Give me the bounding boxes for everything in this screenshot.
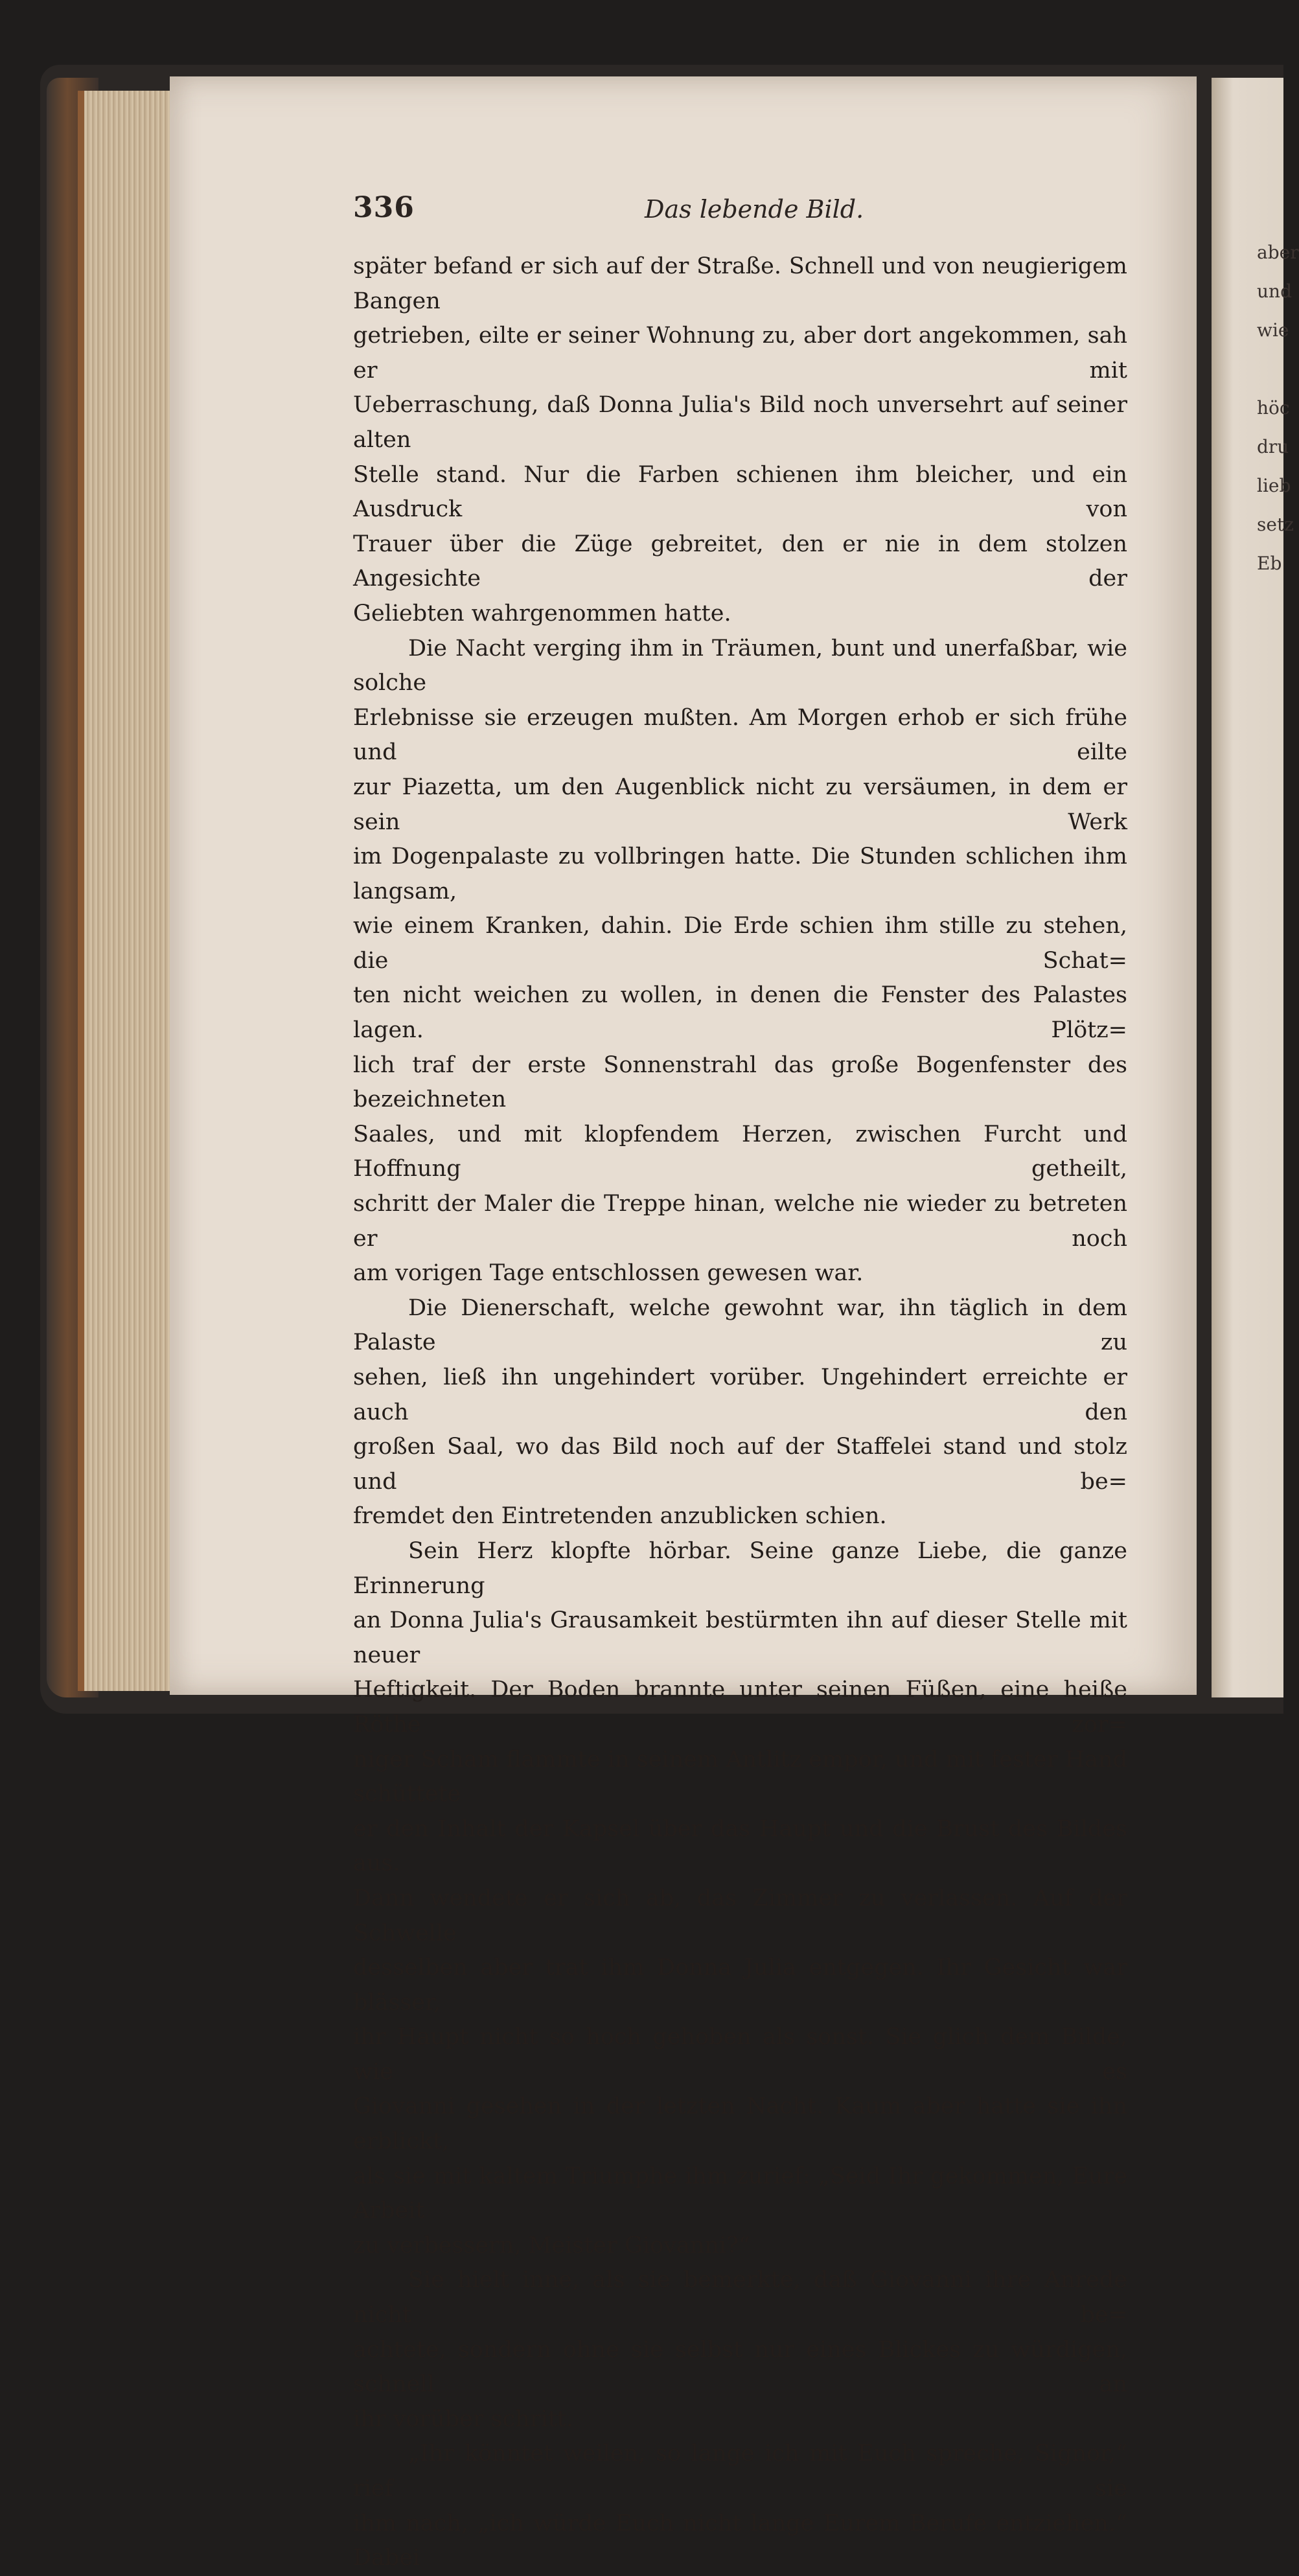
text-line: Sie hielt inne, als sie bemerkte, daß Giovanni ihre Anrede nicht be= <box>353 2267 1127 2329</box>
facing-page-fragment: höc <box>1257 397 1290 419</box>
text-line: als sie mit kaltem Triumphe ihm zurief: „Seid Ihr gekommen, Eure Arbeit <box>353 2163 1127 2224</box>
text-line: an Donna Julia's Grausamkeit bestürmten ihn auf dieser Stelle mit neuer <box>353 1607 1127 1668</box>
text-line: im Dogenpalaste zu vollbringen hatte. Die Stunden schlichen ihm langsam, <box>353 844 1127 904</box>
text-line: Die Nacht verging ihm in Träumen, bunt und unerfaßbar, wie solche <box>353 635 1127 696</box>
text-line: Giovanni gesehen in der letzten Nacht. Kaum aber hatte sie ihn erblickt, <box>353 2093 1127 2155</box>
text-line: ihm nach, „ich würde Euch nicht lange Eurem Berufe entziehen.“ Dabei <box>353 2510 1127 2571</box>
text-line: Erlebnisse sie erzeugen mußten. Am Morgen erhob er sich frühe und eilte <box>353 704 1127 766</box>
facing-page-fragment: wie <box>1257 319 1289 341</box>
text-line: großen Saal, wo das Bild noch auf der Staffelei stand und stolz und be= <box>353 1434 1127 1495</box>
running-title: Das lebende Bild. <box>645 195 864 224</box>
text-line: später befand er sich auf der Straße. Schnell und von neugierigem Bangen <box>353 253 1127 314</box>
text-line: zu verbessern, Meister Giovanni?“ <box>353 2232 750 2259</box>
facing-page-fragment: und <box>1257 281 1292 302</box>
text-line: Die Dienerschaft, welche gewohnt war, ihn täglich in dem Palaste zu <box>353 1294 1127 1356</box>
text-line: Geliebten wahrgenommen hatte. <box>353 600 731 627</box>
text-line: niger Scham flammte in seinem Antlitz empor, und mit fester Hand schüttete <box>353 1746 1127 1808</box>
facing-page-text <box>1257 233 1299 583</box>
text-line: ihr Haupt nicht so hoch gehoben als sonst. Sie glich dem Bilde, wie es <box>353 2024 1127 2085</box>
page-header <box>353 191 1131 236</box>
text-line: zur Piazetta, um den Augenblick nicht zu versäumen, in dem er sein Werk <box>353 774 1127 835</box>
page-number: 336 <box>353 191 415 224</box>
text-line: ten nicht weichen zu wollen, in denen die Fenster des Palastes lagen. Plötz= <box>353 982 1127 1044</box>
text-line: Ueberraschung, daß Donna Julia's Bild noch unversehrt auf seiner alten <box>353 392 1127 453</box>
text-line: schritt der Maler die Treppe hinan, welche nie wieder zu betreten er noch <box>353 1191 1127 1252</box>
text-line: Sein Herz klopfte hörbar. Seine ganze Liebe, die ganze Erinnerung <box>353 1537 1127 1599</box>
text-line: sehen, ließ ihn ungehindert vorüber. Ungehindert erreichte er auch den <box>353 1364 1127 1425</box>
text-line: Trauer über die Züge gebreitet, den er nie in dem stolzen Angesichte der <box>353 531 1127 592</box>
facing-page-fragment: setz <box>1257 514 1294 535</box>
text-line: wie einem Kranken, dahin. Die Erde schien ihm stille zu stehen, die Schat= <box>353 913 1127 974</box>
body-text <box>353 249 1127 2576</box>
text-line: desselben aber trat ihm Donna Julia entgegen. Ihr Gesicht war blässer, <box>353 1955 1127 2016</box>
text-line: Heftigkeit. Der Boden brannte unter seinen Füßen, eine heiße Röthe zor= <box>353 1677 1127 1738</box>
facing-page-fragment: lieb <box>1257 475 1291 496</box>
text-line: lich traf der erste Sonnenstrahl das große Bogenfenster des bezeichneten <box>353 1052 1127 1113</box>
text-line: am vorigen Tage entschlossen gewesen war. <box>353 1260 864 1287</box>
facing-page-fragment: Eb <box>1257 553 1282 574</box>
text-line: getrieben, eilte er seiner Wohnung zu, aber dort angekommen, sah er mit <box>353 323 1127 384</box>
text-line: Stelle stand. Nur die Farben schienen ihm bleicher, und ein Ausdruck von <box>353 461 1127 523</box>
facing-page-fragment <box>1257 350 1286 389</box>
facing-page-fragment: aber <box>1257 242 1299 263</box>
text-line: Dann wendete er sich ab, das Zimmer zu verlassen. Auf der Schwelle <box>353 1885 1127 1946</box>
text-line: ihr vorüber schritt. <box>353 2406 573 2432</box>
facing-page-fragment: dru <box>1257 436 1289 457</box>
text-line: er den Inhalt der Kapsel über das Haupt und die Brust des Bildes aus. <box>353 1815 1127 1877</box>
text-line: „Ihr könntet weilen, so lange ich mit Euch spreche, Signor,“ rief sie <box>353 2441 1127 2501</box>
text-line: fremdet den Eintretenden anzublicken schien. <box>353 1503 887 1530</box>
text-line: achtete, sondern ohne sie selbst nur eines Blickes zu würdigen, schnell an <box>353 2336 1127 2398</box>
text-line: Saales, und mit klopfendem Herzen, zwischen Furcht und Hoffnung getheilt, <box>353 1121 1127 1182</box>
